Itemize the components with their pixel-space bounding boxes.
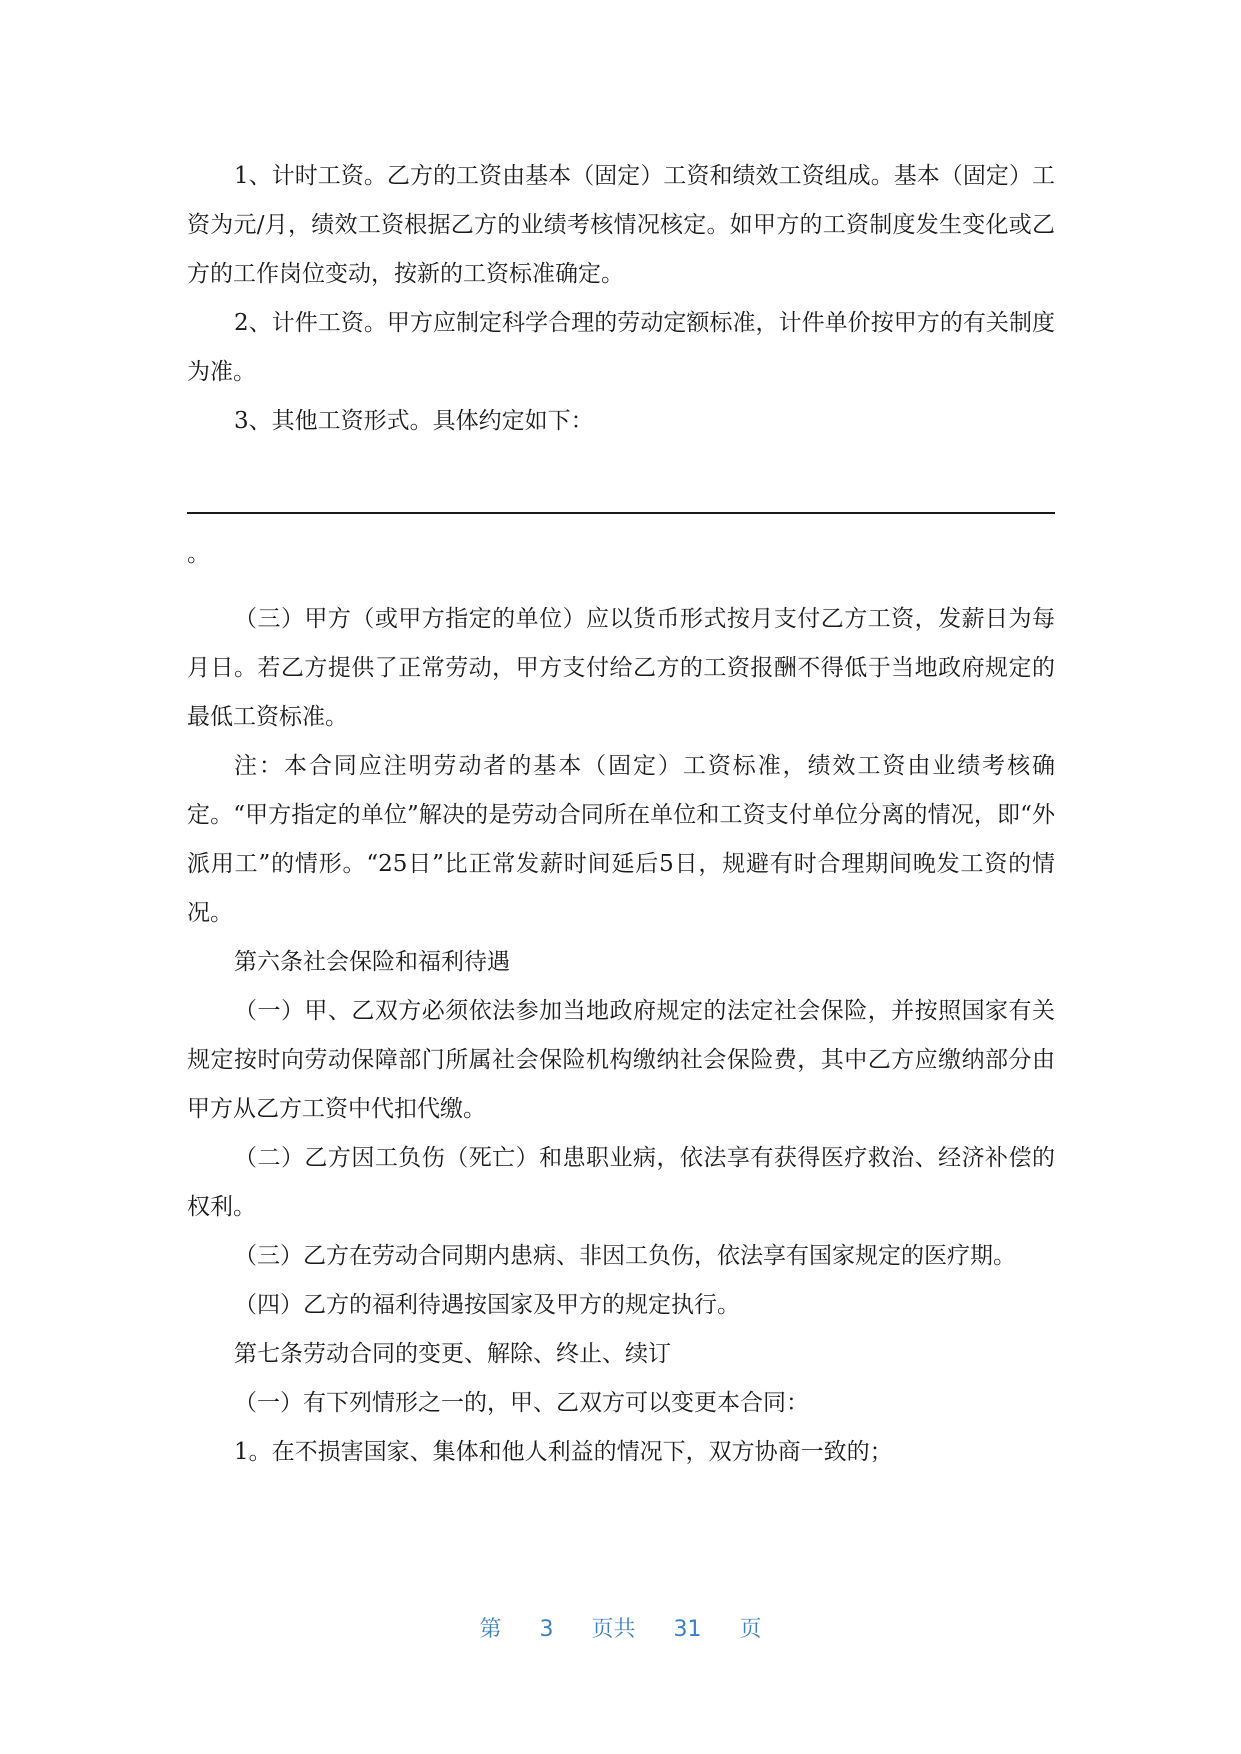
paragraph-welfare: （四）乙方的福利待遇按国家及甲方的规定执行。 [234, 1292, 740, 1318]
paragraph-medical-period: （三）乙方在劳动合同期内患病、非因工负伤，依法享有国家规定的医疗期。 [234, 1243, 1016, 1269]
heading-article-7: 第七条劳动合同的变更、解除、终止、续订 [234, 1341, 671, 1367]
footer-current-page: 3 [539, 1617, 554, 1642]
paragraph-change-conditions: （一）有下列情形之一的，甲、乙双方可以变更本合同： [234, 1390, 809, 1416]
paragraph-work-injury: （二）乙方因工负伤（死亡）和患职业病，依法享有获得医疗救治、经济补偿的权利。 [187, 1145, 1055, 1220]
heading-article-6: 第六条社会保险和福利待遇 [234, 949, 510, 975]
page-footer [0, 1612, 1241, 1643]
fill-in-blank-line [187, 490, 1055, 539]
footer-prefix: 第 [479, 1617, 502, 1642]
paragraph-note: 注：本合同应注明劳动者的基本（固定）工资标准，绩效工资由业绩考核确定。“甲方指定的单位”解决的是劳动合同所在单位和工资支付单位分离的情况，即“外派用工”的情形。“25日”比正常发薪时间延后5日，规避有时合理期间晚发工资的情况。 [187, 753, 1055, 926]
paragraph-hourly-wage: 1、计时工资。乙方的工资由基本（固定）工资和绩效工资组成。基本（固定）工资为元/月，绩效工资根据乙方的业绩考核情况核定。如甲方的工资制度发生变化或乙方的工作岗位变动，按新的工资标准确定。 [187, 163, 1055, 287]
blank-space [187, 446, 1055, 490]
paragraph-social-insurance: （一）甲、乙双方必须依法参加当地政府规定的法定社会保险，并按照国家有关规定按时向劳动保障部门所属社会保险机构缴纳社会保险费，其中乙方应缴纳部分由甲方从乙方工资中代扣代缴。 [187, 998, 1055, 1122]
underline-rule [187, 512, 1055, 514]
paragraph-wage-payment: （三）甲方（或甲方指定的单位）应以货币形式按月支付乙方工资，发薪日为每月日。若乙方提供了正常劳动，甲方支付给乙方的工资报酬不得低于当地政府规定的最低工资标准。 [187, 606, 1055, 730]
footer-suffix: 页 [739, 1617, 762, 1642]
period-mark: 。 [187, 541, 210, 567]
paragraph-piece-wage: 2、计件工资。甲方应制定科学合理的劳动定额标准，计件单价按甲方的有关制度为准。 [187, 310, 1055, 385]
footer-total-pages: 31 [673, 1617, 702, 1642]
footer-middle: 页共 [591, 1617, 636, 1642]
document-body [187, 152, 1055, 1477]
paragraph-other-wage: 3、其他工资形式。具体约定如下： [234, 408, 594, 434]
paragraph-change-item-1: 1。在不损害国家、集体和他人利益的情况下，双方协商一致的； [234, 1439, 893, 1465]
